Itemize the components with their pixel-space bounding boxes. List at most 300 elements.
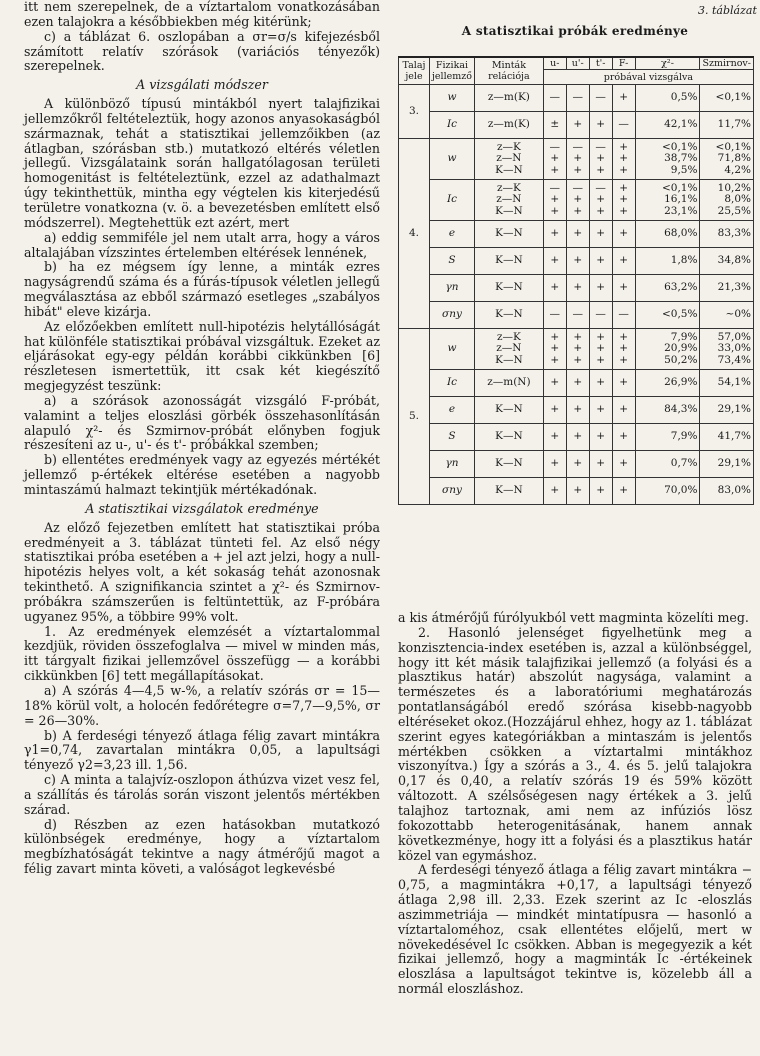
sz-value: 29,1% — [717, 403, 751, 416]
u-value: + — [550, 330, 560, 343]
parameter-cell: γn — [429, 451, 474, 478]
u2-value: — — [572, 140, 583, 153]
paragraph: itt nem szerepelnek, de a víztartalom vonatkozásában ezen talajokra a későbbiekben még kitérünk; — [24, 0, 380, 29]
rel-value: z—N — [496, 342, 522, 355]
f-cell — [612, 221, 635, 248]
u2-value: + — [573, 457, 583, 470]
u-value: + — [550, 353, 560, 366]
sz-cell — [700, 424, 754, 451]
t-cell — [589, 451, 612, 478]
table-row — [399, 451, 754, 478]
chi-cell — [635, 180, 700, 221]
table-row — [399, 139, 754, 180]
rel-cell — [474, 397, 543, 424]
u-cell — [543, 85, 566, 112]
chi-cell — [635, 424, 700, 451]
table-row — [399, 112, 754, 139]
u-value: + — [550, 457, 560, 470]
sz-cell — [700, 85, 754, 112]
rel-value: K—N — [495, 484, 523, 497]
u2-cell — [566, 248, 589, 275]
paragraph: d) Részben az ezen hatásokban mutatkozó különbségek eredménye, hogy a víztartalom megbízhatóságát tekintve a nagy átmérőjű magot a félig zavart minta követi, a valóságot legkevésbé — [24, 816, 380, 877]
header-cell: Fizikai jellemző — [429, 57, 474, 85]
t-value: — — [595, 91, 606, 104]
sz-value: 34,8% — [717, 254, 751, 267]
u-cell — [543, 370, 566, 397]
u2-cell — [566, 424, 589, 451]
chi-value: 16,1% — [664, 193, 698, 206]
table-row — [399, 275, 754, 302]
header-cell: Talaj jele — [399, 57, 430, 85]
paragraph: a) eddig semmiféle jel nem utalt arra, hogy a város altalajában vízszintes értelemben eltérések lennének, — [24, 229, 380, 260]
rel-cell — [474, 451, 543, 478]
f-cell — [612, 85, 635, 112]
paragraph: c) a táblázat 6. oszlopában a σr=σ/s kifejezésből számított relatív szórások (variációs tényezők) szerepelnek. — [24, 28, 380, 74]
rel-cell — [474, 302, 543, 329]
t-value: + — [596, 254, 606, 267]
u2-value: + — [573, 484, 583, 497]
u-value: + — [550, 342, 560, 355]
rel-cell — [474, 329, 543, 370]
t-value: + — [596, 403, 606, 416]
table-header-row — [399, 57, 754, 70]
sz-value: 11,7% — [717, 118, 751, 131]
chi-value: <0,1% — [661, 140, 698, 153]
parameter-cell: e — [429, 221, 474, 248]
rel-value: K—N — [495, 204, 523, 217]
rel-value: z—m(N) — [487, 376, 531, 389]
rel-value: K—N — [495, 430, 523, 443]
chi-value: 50,2% — [664, 353, 698, 366]
header-cell: χ²- — [635, 57, 700, 70]
header-cell: u- — [543, 57, 566, 70]
u-value: + — [550, 281, 560, 294]
rel-value: K—N — [495, 163, 523, 176]
f-cell — [612, 424, 635, 451]
u-value: + — [550, 484, 560, 497]
chi-cell — [635, 248, 700, 275]
sz-cell — [700, 302, 754, 329]
u2-value: + — [573, 376, 583, 389]
u-value: + — [550, 376, 560, 389]
u-cell — [543, 397, 566, 424]
u-cell — [543, 478, 566, 505]
u-cell — [543, 221, 566, 248]
u2-cell — [566, 302, 589, 329]
u2-cell — [566, 85, 589, 112]
f-cell — [612, 112, 635, 139]
t-value: + — [596, 484, 606, 497]
parameter-cell: S — [429, 248, 474, 275]
parameter-cell: σny — [429, 302, 474, 329]
u-value: + — [550, 254, 560, 267]
rel-cell — [474, 478, 543, 505]
t-cell — [589, 329, 612, 370]
t-cell — [589, 139, 612, 180]
t-value: + — [596, 353, 606, 366]
u2-value: + — [573, 281, 583, 294]
sz-cell — [700, 221, 754, 248]
sz-value: <0,1% — [715, 140, 751, 153]
rel-cell — [474, 139, 543, 180]
chi-value: <0,1% — [661, 181, 698, 194]
sz-value: 25,5% — [717, 204, 751, 217]
f-cell — [612, 302, 635, 329]
results-table — [398, 56, 754, 505]
f-value: + — [619, 484, 629, 497]
paragraph: a) A szórás 4—4,5 w-%, a relatív szórás σr = 15—18% körül volt, a holocén fedőrétegre σ=7,7—9,5%, σr = 26—30%. — [24, 682, 380, 728]
header-cell: u'- — [566, 57, 589, 70]
sz-cell — [700, 329, 754, 370]
sz-cell — [700, 397, 754, 424]
t-value: + — [596, 152, 606, 165]
right-text-column — [398, 611, 752, 997]
u2-value: — — [572, 181, 583, 194]
u2-cell — [566, 275, 589, 302]
chi-value: 7,9% — [670, 430, 698, 443]
t-cell — [589, 397, 612, 424]
sz-cell — [700, 180, 754, 221]
f-value: + — [619, 376, 629, 389]
table-row — [399, 424, 754, 451]
section-heading: A statisztikai vizsgálatok eredménye — [85, 500, 319, 516]
u2-cell — [566, 370, 589, 397]
rel-value: K—N — [495, 308, 523, 321]
t-value: + — [596, 204, 606, 217]
u2-value: + — [573, 342, 583, 355]
f-value: + — [619, 152, 629, 165]
sz-cell — [700, 248, 754, 275]
chi-value: 23,1% — [664, 204, 698, 217]
soil-cell: 3. — [399, 85, 430, 139]
sz-value: <0,1% — [715, 91, 751, 104]
u2-cell — [566, 180, 589, 221]
rel-value: z—N — [496, 152, 522, 165]
u2-value: + — [573, 254, 583, 267]
u2-cell — [566, 451, 589, 478]
header-cell: t'- — [589, 57, 612, 70]
f-value: + — [619, 330, 629, 343]
u2-value: + — [573, 204, 583, 217]
subheader-cell: próbával vizsgálva — [543, 70, 753, 85]
rel-value: z—K — [496, 330, 521, 343]
rel-value: K—N — [495, 281, 523, 294]
t-cell — [589, 180, 612, 221]
soil-cell: 5. — [399, 329, 430, 505]
u-value: — — [549, 181, 561, 194]
paragraph: b) A ferdeségi tényező átlaga félig zavart mintákra γ1=0,74, zavartalan mintákra 0,05, a lapultsági tényező γ2=3,23 ill. 1,56. — [24, 727, 380, 773]
u2-cell — [566, 221, 589, 248]
t-cell — [589, 370, 612, 397]
table-title: A statisztikai próbák eredménye — [461, 24, 689, 38]
u2-cell — [566, 112, 589, 139]
sz-cell — [700, 478, 754, 505]
table-row — [399, 302, 754, 329]
parameter-cell: Ic — [429, 370, 474, 397]
parameter-cell: γn — [429, 275, 474, 302]
chi-value: 70,0% — [664, 484, 698, 497]
rel-value: K—N — [495, 403, 523, 416]
table-row — [399, 397, 754, 424]
paragraph: A ferdeségi tényező átlaga a félig zavart mintákra − 0,75, a magmintákra +0,17, a lapultsági tényező átlaga 2,98 ill. 2,33. Ezek szerint az Ic -eloszlás aszimmetriája — mindkét mintatípusra — hasonló a víztartaloméhoz, csak ellentétes előjelű, mert w növekedésével Ic csökken. Abban is megegyezik a két fizikai jellemző, hogy a magminták Ic -értékeinek eloszlása a lapultságot tekintve is, közelebb áll a normál eloszláshoz. — [398, 862, 752, 997]
f-cell — [612, 478, 635, 505]
chi-cell — [635, 302, 700, 329]
table-number: 3. táblázat — [698, 4, 757, 17]
rel-value: K—N — [495, 227, 523, 240]
u-cell — [543, 248, 566, 275]
paragraph: b) ellentétes eredmények vagy az egyezés mértékét jellemző p-értékek eltérése esetében a nagyobb mintaszámú halmazt tekintjük mértékadónak. — [24, 452, 380, 497]
u2-value: + — [573, 403, 583, 416]
paragraph: a kis átmérőjű fúrólyukból vett magminta közelíti meg. — [398, 610, 749, 625]
table-row — [399, 478, 754, 505]
chi-cell — [635, 329, 700, 370]
paragraph: b) ha ez mégsem így lenne, a minták ezres nagyságrendű száma és a fúrás-típusok véletlen jellegű megválasztása az ebből származó esetleges „szabályos hibát" eleve kizárja. — [24, 259, 380, 319]
chi-value: 0,7% — [670, 457, 698, 470]
t-value: — — [595, 181, 606, 194]
u2-value: + — [573, 430, 583, 443]
u-value: + — [550, 227, 560, 240]
t-value: + — [596, 376, 606, 389]
sz-value: 71,8% — [717, 152, 751, 165]
u-value: + — [550, 163, 560, 176]
f-cell — [612, 275, 635, 302]
t-value: + — [596, 330, 606, 343]
sz-cell — [700, 275, 754, 302]
chi-value: 7,9% — [670, 330, 698, 343]
sz-value: 57,0% — [717, 330, 751, 343]
u-cell — [543, 275, 566, 302]
sz-cell — [700, 451, 754, 478]
f-value: + — [619, 430, 629, 443]
t-value: + — [596, 457, 606, 470]
u2-cell — [566, 139, 589, 180]
f-value: + — [619, 353, 629, 366]
chi-value: 68,0% — [664, 227, 698, 240]
sz-value: 21,3% — [717, 281, 751, 294]
u2-cell — [566, 329, 589, 370]
rel-cell — [474, 180, 543, 221]
u-cell — [543, 180, 566, 221]
t-cell — [589, 112, 612, 139]
t-cell — [589, 221, 612, 248]
u2-cell — [566, 478, 589, 505]
chi-value: 20,9% — [664, 342, 698, 355]
rel-cell — [474, 424, 543, 451]
sz-value: 54,1% — [717, 376, 751, 389]
u-value: + — [550, 193, 560, 206]
u2-value: — — [572, 308, 583, 321]
u-cell — [543, 112, 566, 139]
parameter-cell: S — [429, 424, 474, 451]
u-value: + — [550, 403, 560, 416]
table-row — [399, 370, 754, 397]
chi-cell — [635, 275, 700, 302]
sz-cell — [700, 112, 754, 139]
chi-value: 26,9% — [664, 376, 698, 389]
chi-value: 42,1% — [664, 118, 698, 131]
u2-value: + — [573, 152, 583, 165]
table-row — [399, 329, 754, 370]
f-cell — [612, 329, 635, 370]
t-value: — — [595, 308, 606, 321]
table-row — [399, 180, 754, 221]
rel-cell — [474, 275, 543, 302]
parameter-cell: Ic — [429, 112, 474, 139]
sz-value: 83,0% — [717, 484, 751, 497]
f-value: + — [619, 403, 629, 416]
rel-cell — [474, 248, 543, 275]
rel-value: K—N — [495, 457, 523, 470]
paragraph: Az előző fejezetben említett hat statisztikai próba eredményeit a 3. táblázat tünteti fel. Az első négy statisztikai próba esetében a + jel azt jelzi, hogy a null-hipotézis helyes volt, a két sokaság tehát azonosnak tekinthető. A szignifikancia szintet a χ²- és Szmirnov-próbákra számszerűen is feltüntettük, az F-próbára ugyanez 95%, a többire 99% volt. — [24, 519, 380, 624]
u-value: — — [549, 140, 561, 153]
section-heading: A vizsgálati módszer — [136, 77, 268, 93]
u2-value: + — [573, 163, 583, 176]
u2-value: + — [573, 118, 583, 131]
f-cell — [612, 370, 635, 397]
parameter-cell: e — [429, 397, 474, 424]
t-cell — [589, 424, 612, 451]
parameter-cell: w — [429, 139, 474, 180]
paragraph: 1. Az eredmények elemzését a víztartalommal kezdjük, röviden összefoglalva — mivel w minden más, itt tárgyalt fizikai jellemzővel összefügg — a korábbi cikkünkben [6] tett megállapításokat. — [24, 623, 380, 684]
f-value: + — [619, 254, 629, 267]
sz-cell — [700, 370, 754, 397]
chi-value: 63,2% — [664, 281, 698, 294]
u2-value: — — [572, 91, 583, 104]
rel-value: z—m(K) — [487, 118, 530, 131]
t-cell — [589, 275, 612, 302]
sz-value: 8,0% — [724, 193, 751, 206]
table-row — [399, 221, 754, 248]
u-value: — — [549, 91, 561, 104]
chi-value: 38,7% — [664, 152, 698, 165]
rel-cell — [474, 370, 543, 397]
sz-value: 4,2% — [724, 163, 751, 176]
u-value: + — [550, 430, 560, 443]
chi-cell — [635, 221, 700, 248]
f-value: + — [619, 163, 629, 176]
paragraph: A különböző típusú mintákból nyert talajfizikai jellemzőkről feltételeztük, hogy azonos anyasokaságból származnak, tehát a statisztikai jellemzőikben (az átlagban, szórásban stb.) mutatkozó eltérés véletlen jellegű. Vizsgálataink során hallgatólagosan területi homogenitást is feltételeztünk, ezzel az adathalmazt úgy tekinthettük, mintha egy végtelen kis kiterjedésű területre vonatkozna (v. ö. a bevezetésben említett első módszerrel). Megtehettük ezt azért, mert — [24, 96, 380, 230]
f-cell — [612, 451, 635, 478]
paragraph: a) a szórások azonosságát vizsgáló F-próbát, valamint a teljes eloszlási görbék összehasonlításán alapuló χ²- és Szmirnov-próbát előnyben fogjuk részesíteni az u-, u'- és t'- próbákkal szemben; — [24, 392, 380, 453]
chi-value: 1,8% — [670, 254, 698, 267]
t-value: + — [596, 227, 606, 240]
t-value: — — [595, 140, 606, 153]
parameter-cell: w — [429, 329, 474, 370]
u-cell — [543, 424, 566, 451]
f-cell — [612, 248, 635, 275]
rel-value: K—N — [495, 254, 523, 267]
f-value: + — [619, 227, 629, 240]
f-cell — [612, 397, 635, 424]
t-cell — [589, 248, 612, 275]
f-value: + — [619, 342, 629, 355]
rel-value: z—N — [496, 193, 522, 206]
sz-value: 10,2% — [717, 181, 751, 194]
t-cell — [589, 85, 612, 112]
f-cell — [612, 139, 635, 180]
chi-cell — [635, 139, 700, 180]
parameter-cell: σny — [429, 478, 474, 505]
t-cell — [589, 302, 612, 329]
paragraph: c) A minta a talajvíz-oszlopon áthúzva vizet vesz fel, a szállítás és tárolás során viszont jelentős mértékben szárad. — [24, 772, 380, 817]
parameter-cell: Ic — [429, 180, 474, 221]
sz-value: 33,0% — [717, 342, 751, 355]
sz-value: 29,1% — [717, 457, 751, 470]
t-value: + — [596, 163, 606, 176]
u-value: — — [549, 308, 561, 321]
u-value: + — [550, 152, 560, 165]
paragraph: Az előzőekben említett null-hipotézis helytállóságát hat különféle statisztikai próbával vizsgáltuk. Ezeket az eljárásokat egy-egy példán korábbi cikkünkben [6] részletesen ismertettük, itt csak két kiegészítő megjegyzést teszünk: — [24, 318, 380, 394]
table-row — [399, 85, 754, 112]
f-value: + — [619, 204, 629, 217]
t-value: + — [596, 118, 606, 131]
f-value: + — [619, 193, 629, 206]
header-cell: Szmirnov- — [700, 57, 754, 70]
u2-value: + — [573, 227, 583, 240]
sz-value: ~0% — [725, 308, 751, 321]
chi-value: 84,3% — [664, 403, 698, 416]
rel-cell — [474, 221, 543, 248]
header-cell: F- — [612, 57, 635, 70]
t-value: + — [596, 342, 606, 355]
f-value: — — [618, 308, 629, 321]
chi-cell — [635, 370, 700, 397]
chi-value: <0,5% — [661, 308, 698, 321]
sz-value: 83,3% — [717, 227, 751, 240]
rel-value: K—N — [495, 353, 523, 366]
u-cell — [543, 329, 566, 370]
f-cell — [612, 180, 635, 221]
sz-cell — [700, 139, 754, 180]
rel-value: z—m(K) — [487, 91, 530, 104]
u-value: + — [550, 204, 560, 217]
f-value: + — [619, 181, 629, 194]
chi-value: 0,5% — [670, 91, 698, 104]
rel-cell — [474, 85, 543, 112]
table-body — [399, 85, 754, 505]
u2-value: + — [573, 193, 583, 206]
f-value: + — [619, 91, 629, 104]
rel-value: z—K — [496, 181, 521, 194]
t-value: + — [596, 193, 606, 206]
sz-value: 41,7% — [717, 430, 751, 443]
t-cell — [589, 478, 612, 505]
chi-cell — [635, 85, 700, 112]
u-cell — [543, 451, 566, 478]
left-text-column — [24, 0, 380, 877]
f-value: + — [619, 457, 629, 470]
chi-cell — [635, 451, 700, 478]
u2-cell — [566, 397, 589, 424]
chi-cell — [635, 397, 700, 424]
u2-value: + — [573, 353, 583, 366]
parameter-cell: w — [429, 85, 474, 112]
paragraph: 2. Hasonló jelenséget figyelhetünk meg a konzisztencia-index esetében is, azzal a különbséggel, hogy itt két másik talajfizikai jellemző (a folyási és a plasztikus határ) abszolút nagysága, valamint a természetes és a laboratóriumi meghatározás pontatlanságából eredő szórása kisebb-nagyobb eltéréseket okoz.(Hozzájárul ehhez, hogy az 1. táblázat szerint egyes kategóriákban a mintaszám is jelentős mértékben csökken a víztartalmi mintákhoz viszonyítva.) Így a szórás a 3., 4. és 5. jelű talajokra 0,17 és 0,40, a relatív szórás 19 és 59% között változott. A szélsőségesen nagy értékek a 3. jelű talajhoz tartoznak, ami nem az infúziós lösz fokozottabb heterogenitásának, hanem annak következménye, hogy itt a folyási és a plasztikus határ közel van egymáshoz. — [398, 624, 752, 863]
f-value: + — [619, 140, 629, 153]
t-value: + — [596, 281, 606, 294]
f-value: + — [619, 281, 629, 294]
rel-cell — [474, 112, 543, 139]
chi-cell — [635, 112, 700, 139]
u-cell — [543, 139, 566, 180]
u-value: ± — [550, 118, 560, 131]
f-value: — — [618, 118, 629, 131]
u2-value: + — [573, 330, 583, 343]
rel-value: z—K — [496, 140, 521, 153]
sz-value: 73,4% — [717, 353, 751, 366]
chi-cell — [635, 478, 700, 505]
u-cell — [543, 302, 566, 329]
